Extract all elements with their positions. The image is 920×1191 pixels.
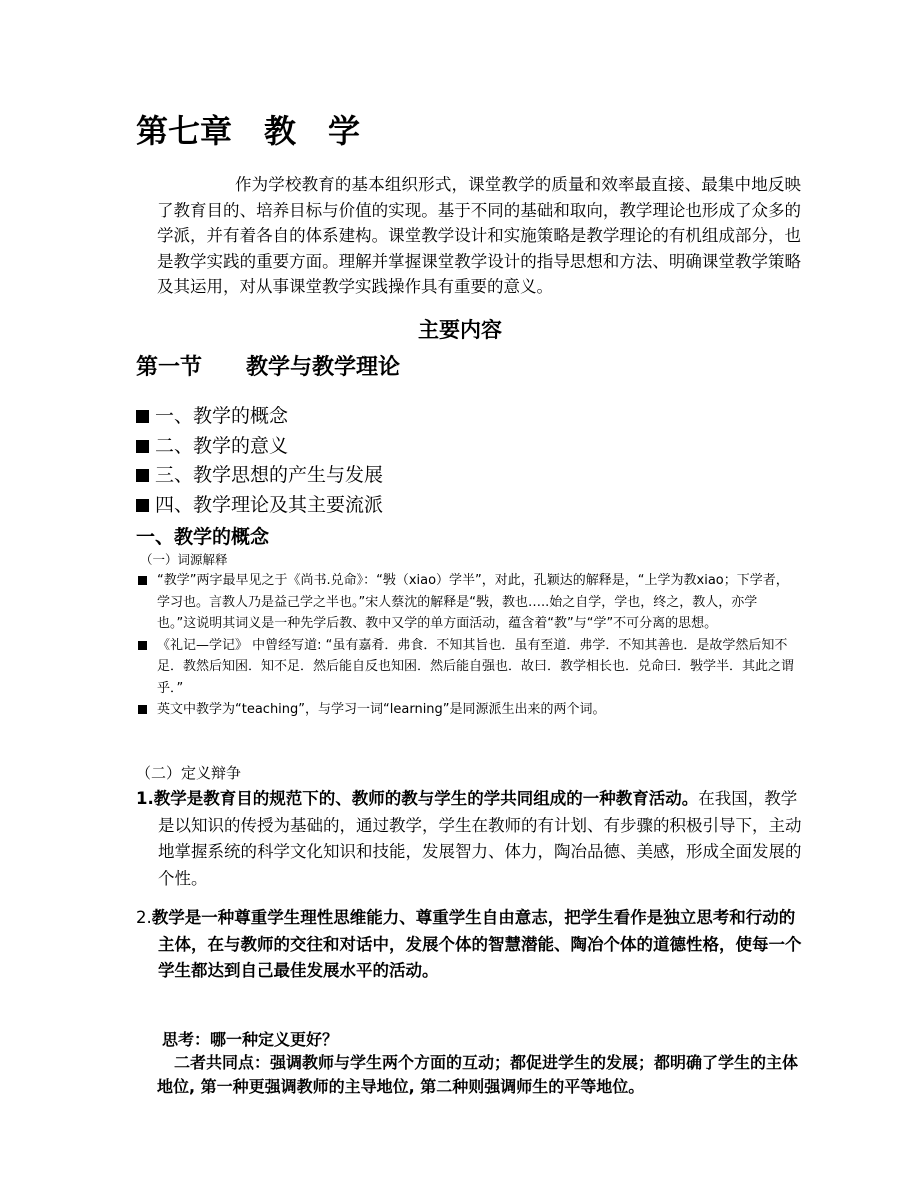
outline-item: 一、教学的概念 [136, 402, 383, 432]
outline-item: 二、教学的意义 [136, 432, 383, 462]
outline-list [136, 402, 383, 520]
definition-one-body: 在我国，教学是以知识的传授为基础的，通过教学，学生在教师的有计划、有步骤的积极引导下，主动地掌握系统的科学文化知识和技能，发展智力、体力，陶冶品德、美感，形成全面发展的个性。 [158, 789, 802, 888]
definition-two [136, 905, 810, 985]
section-title: 第一节 教学与教学理论 [136, 355, 401, 380]
square-bullet-icon [136, 410, 149, 423]
etymology-item: “教学”两字最早见之于《尚书.兑命》：“斅（xiao）学半”，对此，孔颖达的解释是，“上学为教xiao；下学者，学习也。言教人乃是益己学之半也。”宋人蔡沈的解释是“斅，教也…..始之自学，学也，终之，教人，亦学也。”这说明其词义是一种先学后教、教中又学的单方面活动，蕴含着“教”与“学”不可分离的思想。 [136, 570, 796, 635]
main-content-heading: 主要内容 [418, 318, 502, 342]
outline-item: 三、教学思想的产生与发展 [136, 461, 383, 491]
chapter-title: 第七章 教 学 [136, 112, 361, 150]
square-bullet-icon [138, 705, 147, 714]
outline-item: 四、教学理论及其主要流派 [136, 491, 383, 521]
definition-one-lead: 1.教学是教育目的规范下的、教师的教与学生的学共同组成的一种教育活动。 [136, 789, 699, 808]
definition-two-number: 2. [136, 908, 152, 927]
think-question: 思考：哪一种定义更好？ [162, 1030, 339, 1049]
square-bullet-icon [138, 641, 147, 650]
square-bullet-icon [136, 440, 149, 453]
square-bullet-icon [136, 499, 149, 512]
etymology-subheading: （一）词源解释 [140, 552, 228, 567]
think-answer: 二者共同点：强调教师与学生两个方面的互动；都促进学生的发展；都明确了学生的主体地位, 第一种更强调教师的主导地位, 第二种则强调师生的平等地位。 [157, 1053, 799, 1096]
intro-paragraph: 作为学校教育的基本组织形式，课堂教学的质量和效率最直接、最集中地反映了教育目的、培养目标与价值的实现。基于不同的基础和取向，教学理论也形成了众多的学派，并有着各自的体系建构。课堂教学设计和实施策略是教学理论的有机组成部分，也是教学实践的重要方面。理解并掌握课堂教学设计的指导思想和方法、明确课堂教学策略及其运用，对从事课堂教学实践操作具有重要的意义。 [157, 175, 801, 296]
etymology-list [136, 570, 796, 721]
definition-one [136, 786, 806, 892]
square-bullet-icon [136, 469, 149, 482]
definition-subheading: （二）定义辩争 [136, 764, 242, 782]
definition-two-body: 教学是一种尊重学生理性思维能力、尊重学生自由意志，把学生看作是独立思考和行动的主体，在与教师的交往和对话中，发展个体的智慧潜能、陶冶个体的道德性格，使每一个学生都达到自己最佳发展水平的活动。 [151, 908, 802, 980]
etymology-item: 《礼记—学记》 中曾经写道: “虽有嘉肴．弗食．不知其旨也．虽有至道．弗学．不知其善也．是故学然后知不足．教然后知困．知不足．然后能自反也知困．然后能自强也．故曰．教学相长也．兑命曰．斅学半．其此之谓乎．” [136, 635, 796, 700]
square-bullet-icon [138, 576, 147, 585]
concept-heading: 一、教学的概念 [136, 526, 270, 548]
etymology-item: 英文中教学为“teaching”，与学习一词“learning”是同源派生出来的两个词。 [136, 699, 796, 721]
